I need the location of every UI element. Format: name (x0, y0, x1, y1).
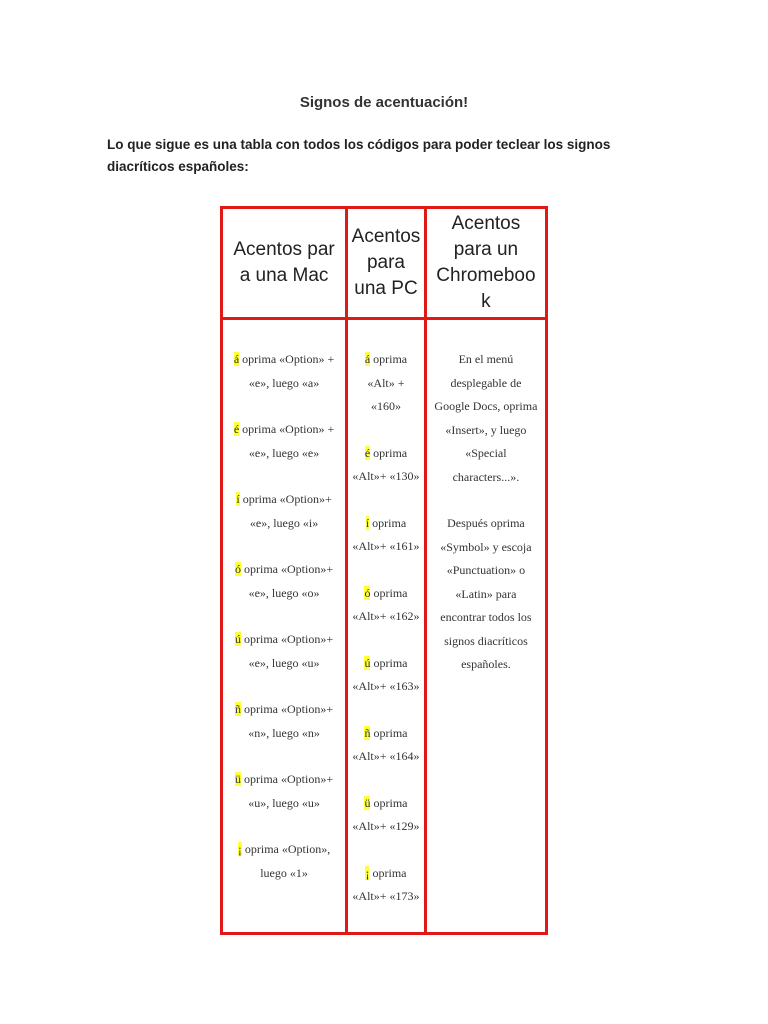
accent-char: ü (364, 795, 371, 810)
entry-text: oprima «Option» + (239, 352, 335, 366)
mac-entries (223, 320, 345, 885)
pc-entries (348, 320, 424, 909)
accent-char: ó (364, 585, 371, 600)
pc-entry (348, 348, 424, 419)
entry-text: oprima (370, 725, 408, 740)
entry-line: luego «1» (260, 865, 308, 880)
entry-line (350, 442, 422, 466)
entry-line: «Alt» + (367, 375, 405, 390)
entry-line (227, 348, 341, 372)
accent-char: ú (235, 632, 242, 646)
entry-text: oprima «Option»+ (241, 772, 334, 786)
accent-char: á (364, 352, 371, 366)
entry-text: oprima «Option», (241, 842, 331, 856)
entry-line: «Alt»+ «161» (352, 539, 420, 553)
entry-line: «Alt»+ «129» (352, 819, 420, 833)
table-header-row (223, 209, 545, 320)
entry-line: «Alt»+ «163» (352, 679, 420, 693)
accent-char: í (365, 515, 370, 530)
entry-line (350, 512, 422, 536)
entry-line (227, 698, 341, 722)
chromebook-line: Google Docs, oprima (434, 399, 538, 413)
mac-entry (223, 838, 345, 885)
chromebook-line: signos diacríticos (444, 633, 528, 648)
chromebook-line: characters...». (452, 469, 520, 484)
accent-char: ü (235, 772, 242, 786)
entry-line: «Alt»+ «173» (352, 889, 420, 903)
entry-line (227, 768, 341, 792)
chromebook-paragraph (431, 512, 541, 677)
header-line: Acentos (451, 213, 521, 234)
chromebook-line: «Punctuation» o (446, 563, 526, 577)
accents-table (220, 206, 548, 935)
entry-line (227, 418, 341, 442)
entry-line: «e», luego «i» (249, 515, 319, 530)
entry-line (350, 348, 422, 372)
pc-entry (348, 862, 424, 909)
entry-text: oprima (370, 795, 408, 810)
chromebook-line: «Special (465, 446, 507, 460)
pc-entry (348, 442, 424, 489)
chromebook-instructions (427, 320, 545, 677)
accent-char: ñ (364, 725, 371, 740)
entry-line (227, 628, 341, 652)
chromebook-line: desplegable de (450, 375, 522, 390)
entry-line: «e», luego «e» (248, 445, 320, 460)
pc-entry (348, 722, 424, 769)
entry-line (227, 558, 341, 582)
entry-line: «e», luego «a» (248, 375, 320, 390)
chromebook-line: Después oprima (447, 516, 525, 530)
mac-entry (223, 418, 345, 465)
accent-char: ¡ (365, 865, 370, 880)
entry-line: «160» (370, 399, 401, 413)
cell-pc (345, 320, 424, 932)
entry-line: «Alt»+ «130» (352, 469, 420, 483)
accent-char: ¡ (237, 842, 242, 856)
header-line: una PC (354, 278, 418, 299)
intro-line: Lo que sigue es una tabla con todos los códigos para poder teclear los signos (107, 137, 611, 152)
header-line: para un (453, 239, 519, 260)
chromebook-paragraph (431, 348, 541, 489)
cell-mac (223, 320, 345, 932)
entry-line: «Alt»+ «164» (352, 749, 420, 763)
entry-text: oprima (370, 655, 408, 670)
entry-text: oprima «Option»+ (241, 562, 334, 576)
chromebook-line: En el menú (458, 352, 514, 366)
entry-text: oprima (369, 865, 407, 880)
mac-entry (223, 558, 345, 605)
chromebook-line: encontrar todos los (440, 610, 532, 624)
entry-line: «n», luego «n» (248, 725, 320, 740)
entry-line: «u», luego «u» (248, 795, 320, 810)
chromebook-line: españoles. (461, 657, 511, 671)
accent-char: é (364, 445, 371, 460)
accent-char: á (233, 352, 240, 366)
entry-line (350, 722, 422, 746)
chromebook-line: «Insert», y luego (445, 422, 527, 437)
mac-entry (223, 488, 345, 535)
header-line: Chromeboo (436, 265, 536, 286)
accent-char: ó (235, 562, 242, 576)
header-chromebook (424, 209, 545, 320)
entry-text: oprima «Option» + (239, 422, 335, 436)
entry-text: oprima (369, 515, 407, 530)
entry-line (227, 488, 341, 512)
header-line: Acentos (351, 226, 421, 247)
entry-line (227, 838, 341, 862)
entry-line: «e», luego «o» (248, 585, 320, 600)
table-body-row (223, 320, 545, 932)
entry-text: oprima «Option»+ (239, 492, 332, 506)
header-mac (223, 209, 345, 320)
mac-entry (223, 628, 345, 675)
pc-entry (348, 582, 424, 629)
cell-chromebook (424, 320, 545, 932)
entry-line (350, 652, 422, 676)
accent-char: í (236, 492, 240, 506)
entry-text: oprima «Option»+ (241, 702, 334, 716)
intro-line: diacríticos españoles: (107, 159, 249, 174)
pc-entry (348, 792, 424, 839)
entry-line: «e», luego «u» (248, 655, 320, 670)
header-line: k (481, 291, 491, 312)
accent-char: ú (364, 655, 371, 670)
mac-entry (223, 348, 345, 395)
page-title: Signos de acentuación! (299, 94, 469, 111)
pc-entry (348, 652, 424, 699)
entry-text: oprima (370, 352, 408, 366)
intro-paragraph (107, 134, 667, 178)
chromebook-line: «Symbol» y escoja (440, 539, 532, 554)
chromebook-line: «Latin» para (455, 586, 517, 601)
mac-entry (223, 768, 345, 815)
entry-text: oprima «Option»+ (241, 632, 334, 646)
entry-line (350, 582, 422, 606)
pc-entry (348, 512, 424, 559)
mac-entry (223, 698, 345, 745)
entry-text: oprima (370, 445, 408, 460)
entry-text: oprima (370, 585, 408, 600)
accent-char: é (233, 422, 240, 436)
header-pc (345, 209, 424, 320)
entry-line: «Alt»+ «162» (352, 609, 420, 623)
entry-line (350, 792, 422, 816)
header-line: para (366, 252, 405, 273)
header-line: a una Mac (239, 265, 329, 286)
accent-char: ñ (235, 702, 242, 716)
header-line: Acentos par (233, 239, 335, 260)
entry-line (350, 862, 422, 886)
